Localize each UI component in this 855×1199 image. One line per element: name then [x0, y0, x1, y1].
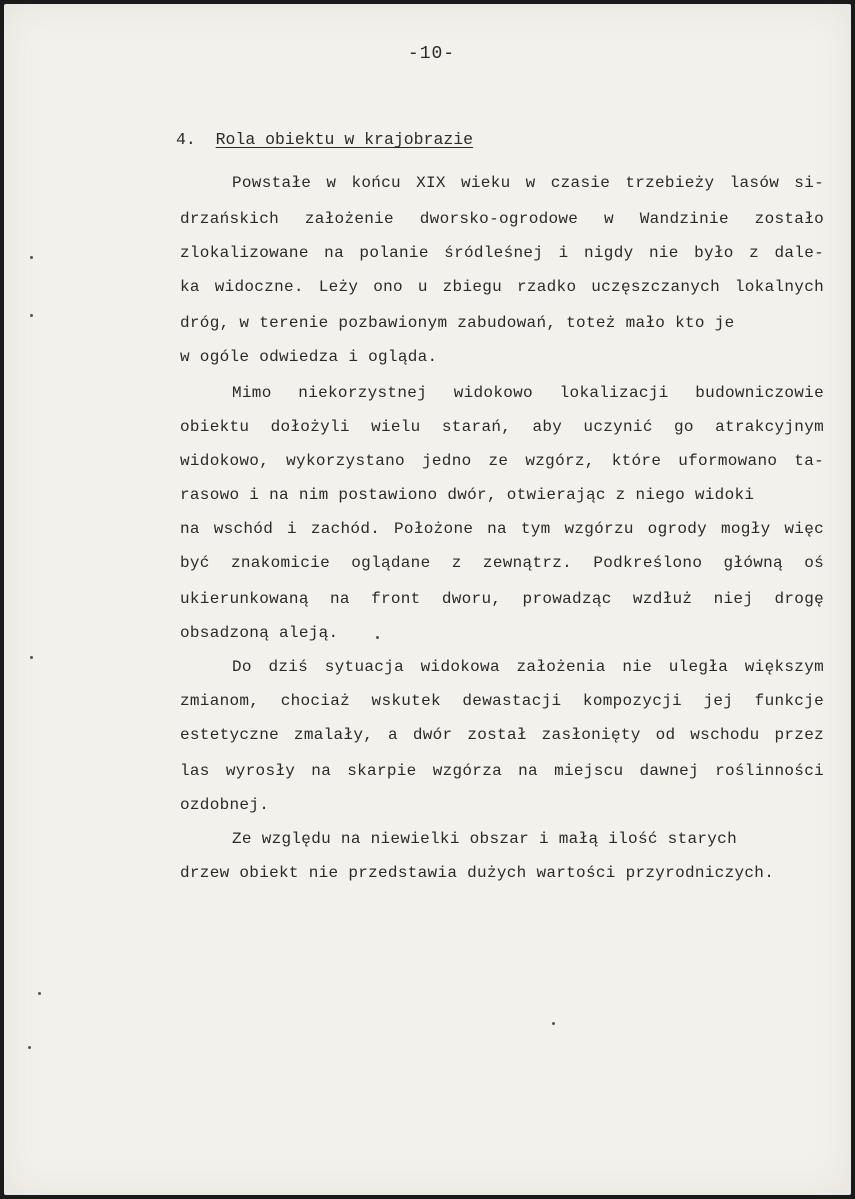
text-line: Mimo niekorzystnej widokowo lokalizacji budowniczowie [232, 384, 824, 402]
text-line: Do dziś sytuacja widokowa założenia nie uległa większym [232, 658, 824, 676]
text-line: widokowo, wykorzystano jedno ze wzgórz, które uformowano ta- [180, 452, 824, 470]
text-line: Powstałe w końcu XIX wieku w czasie trzebieży lasów si- [232, 174, 824, 192]
scan-speck [30, 656, 33, 659]
text-line: obiektu dołożyli wielu starań, aby uczynić go atrakcyjnym [180, 418, 824, 436]
scan-speck [552, 1022, 555, 1025]
text-line: las wyrosły na skarpie wzgórza na miejscu dawnej roślinności [180, 762, 824, 780]
text-line: zmianom, chociaż wskutek dewastacji kompozycji jej funkcje [180, 692, 824, 710]
scan-speck [28, 1046, 31, 1049]
text-line: być znakomicie oglądane z zewnątrz. Podkreślono główną oś [180, 554, 824, 572]
section-title: Rola obiektu w krajobrazie [215, 130, 474, 149]
scan-speck [30, 314, 33, 317]
scan-speck [30, 256, 33, 259]
text-line: zlokalizowane na polanie śródleśnej i nigdy nie było z dale- [180, 244, 824, 262]
text-line: w ogóle odwiedza i ogląda. [180, 348, 438, 366]
text-line: Ze względu na niewielki obszar i małą ilość starych [232, 830, 737, 848]
text-line: drzańskich założenie dworsko-ogrodowe w Wandzinie zostało [180, 210, 824, 228]
text-line: ka widoczne. Leży ono u zbiegu rzadko uczęszczanych lokalnych [180, 278, 824, 296]
text-line: ukierunkowaną na front dworu, prowadząc wzdłuż niej drogę [180, 590, 824, 608]
page-number: -10- [407, 44, 456, 64]
text-line: ozdobnej. [180, 796, 270, 814]
text-line: dróg, w terenie pozbawionym zabudowań, toteż mało kto je [180, 314, 735, 332]
section-heading [176, 130, 473, 149]
section-number: 4. [176, 130, 196, 149]
scan-speck [376, 636, 379, 639]
document-page [4, 4, 851, 1195]
scan-speck [38, 992, 41, 995]
text-line: rasowo i na nim postawiono dwór, otwierając z niego widoki [180, 486, 755, 504]
text-line: obsadzoną aleją. [180, 624, 339, 642]
text-line: na wschód i zachód. Położone na tym wzgórzu ogrody mogły więc [180, 520, 824, 538]
text-line: drzew obiekt nie przedstawia dużych wartości przyrodniczych. [180, 864, 775, 882]
text-line: estetyczne zmalały, a dwór został zasłonięty od wschodu przez [180, 726, 824, 744]
